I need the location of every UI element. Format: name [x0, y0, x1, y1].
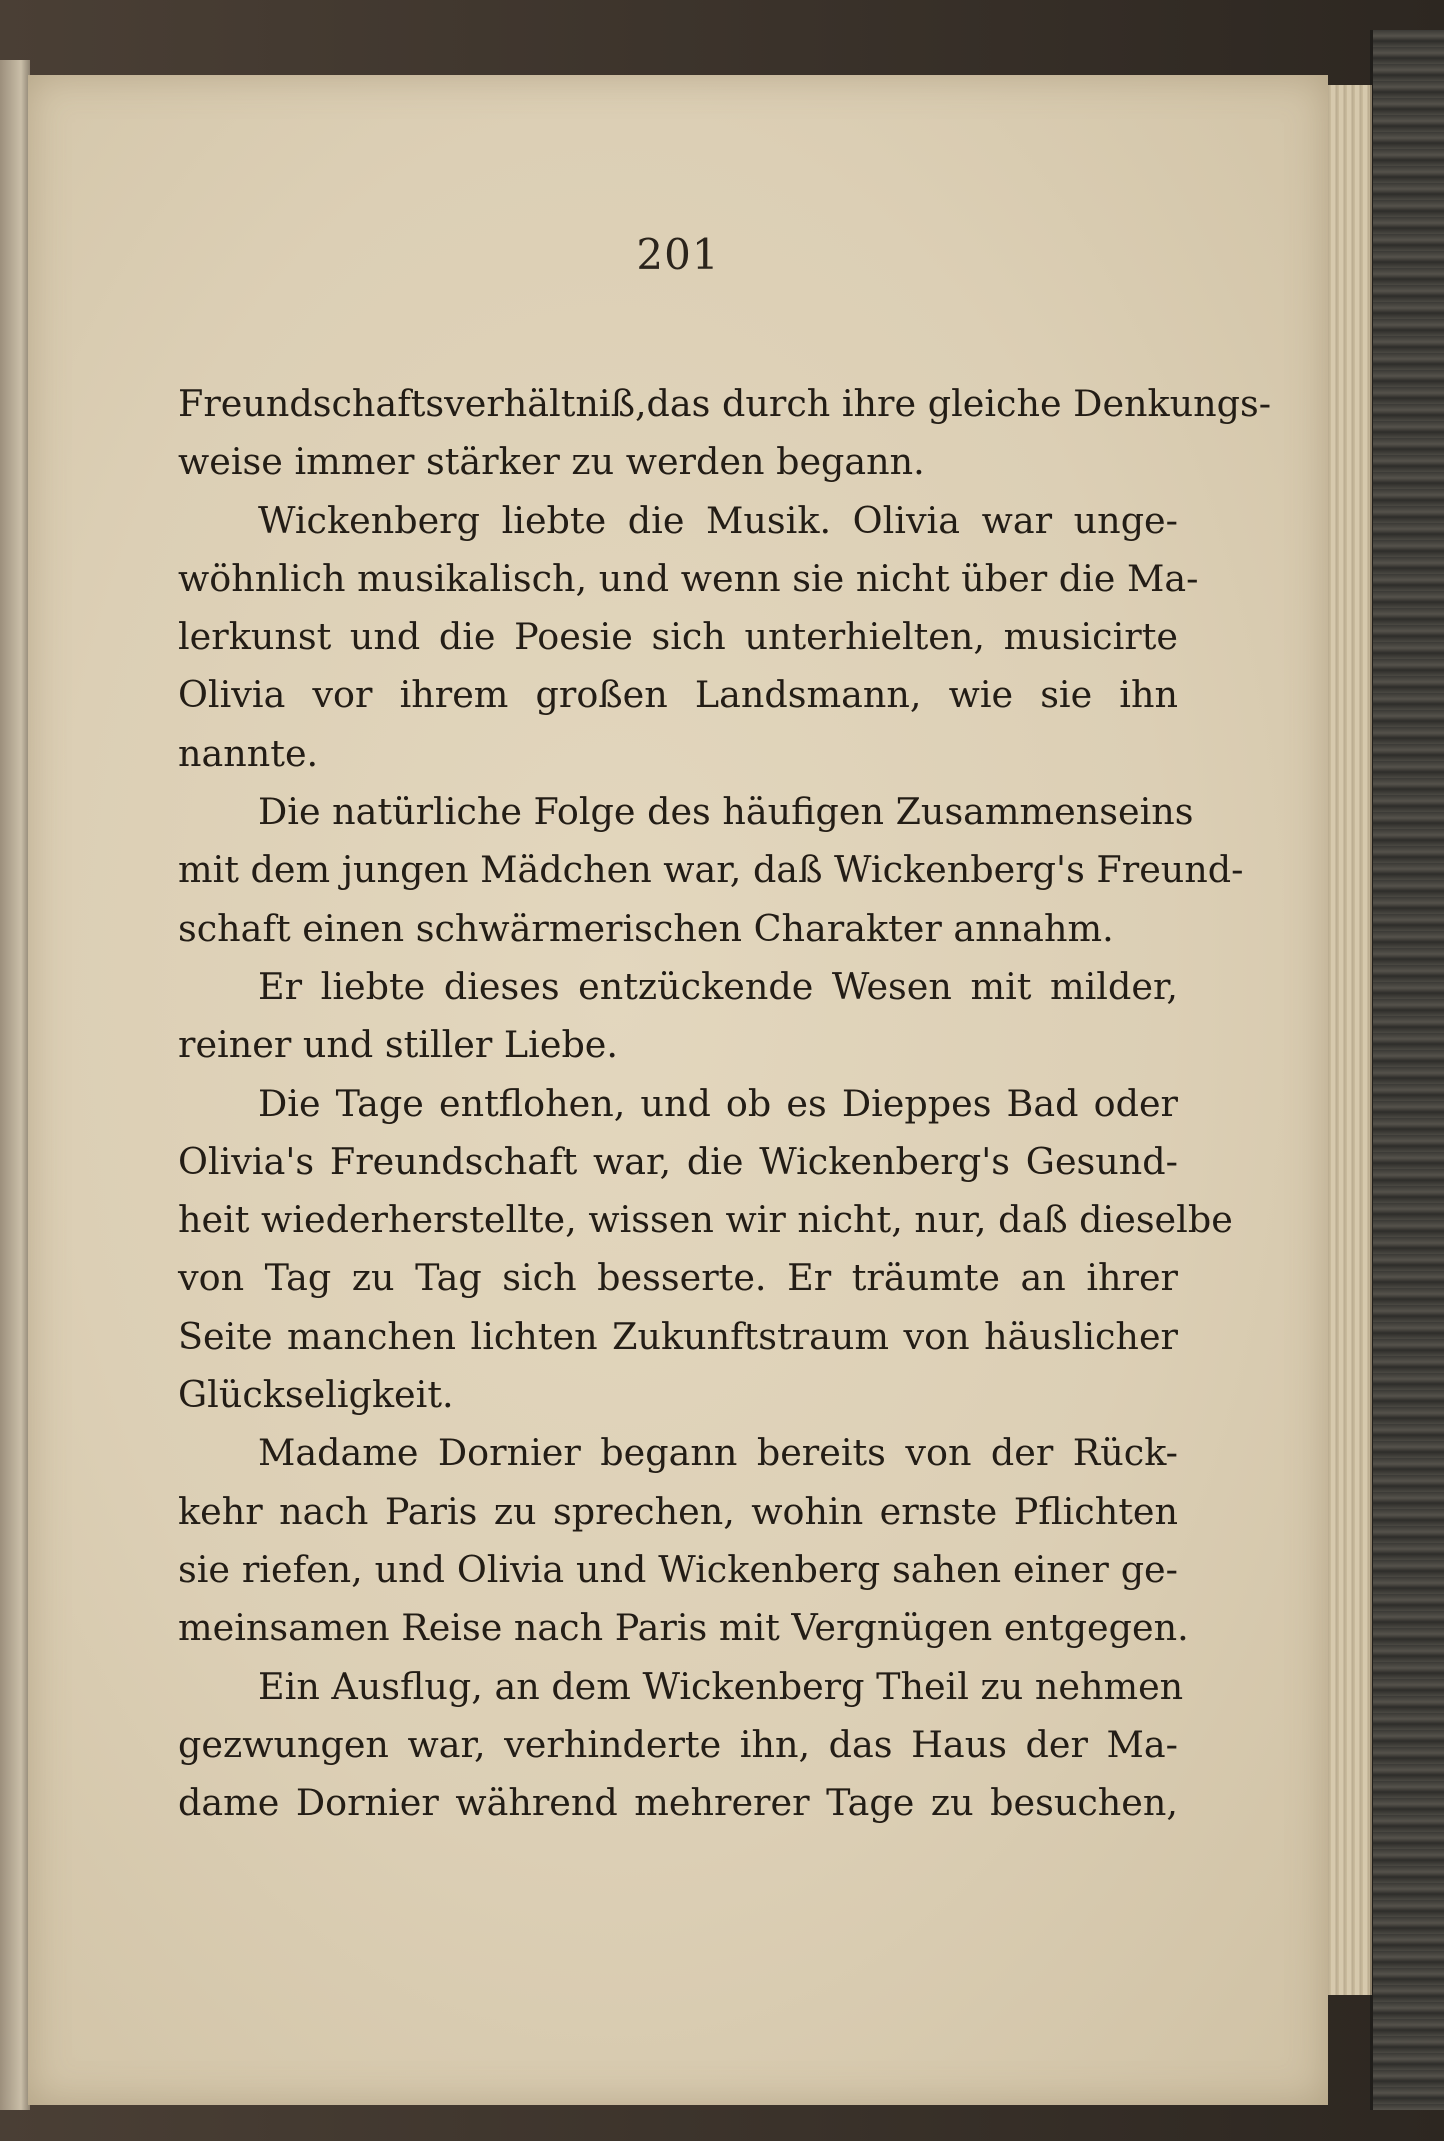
text-line: weise immer stärker zu werden begann.	[178, 440, 925, 484]
paragraph-3	[178, 783, 1244, 958]
book-page	[28, 75, 1328, 2105]
text-line: lerkunst und die Poesie sich unterhielten, musicirte	[178, 615, 1178, 659]
book-cover-right	[1370, 30, 1444, 2110]
text-line: wöhnlich musikalisch, und wenn sie nicht über die Ma-	[178, 556, 1199, 600]
text-line: heit wiederherstellte, wissen wir nicht, nur, daß dieselbe	[178, 1198, 1233, 1242]
text-line: Die Tage entflohen, und ob es Dieppes Bad oder	[258, 1081, 1178, 1125]
text-line: Freundschaftsverhältniß,das durch ihre gleiche Denkungs-	[178, 382, 1272, 425]
paragraph-5	[178, 1075, 1233, 1425]
text-line: Olivia vor ihrem großen Landsmann, wie sie ihn	[178, 673, 1178, 717]
paragraph-2	[178, 492, 1199, 783]
text-line: Glückseligkeit.	[178, 1373, 454, 1417]
paragraph-4	[178, 958, 1178, 1075]
paragraph-7	[178, 1658, 1184, 1833]
text-line: Seite manchen lichten Zukunftstraum von häuslicher	[178, 1314, 1178, 1358]
paragraph-6	[178, 1424, 1189, 1657]
text-line: Olivia's Freundschaft war, die Wickenberg's Gesund-	[178, 1139, 1178, 1183]
text-line: schaft einen schwärmerischen Charakter annahm.	[178, 906, 1114, 950]
text-line: meinsamen Reise nach Paris mit Vergnügen entgegen.	[178, 1606, 1189, 1650]
text-line: nannte.	[178, 731, 319, 775]
book-spine-left	[0, 60, 30, 2110]
body-text	[178, 375, 1272, 1832]
text-line: von Tag zu Tag sich besserte. Er träumte an ihrer	[178, 1256, 1178, 1300]
text-line: Madame Dornier begann bereits von der Rück-	[258, 1431, 1178, 1475]
text-line: Er liebte dieses entzückende Wesen mit milder,	[258, 964, 1178, 1008]
text-line: reiner und stiller Liebe.	[178, 1023, 619, 1067]
text-line: mit dem jungen Mädchen war, daß Wickenberg's Freund-	[178, 848, 1244, 892]
text-line: gezwungen war, verhinderte ihn, das Haus der Ma-	[178, 1722, 1178, 1766]
text-line: Wickenberg liebte die Musik. Olivia war unge-	[258, 498, 1178, 542]
text-line: sie riefen, und Olivia und Wickenberg sahen einer ge-	[178, 1547, 1178, 1591]
text-line: Ein Ausflug, an dem Wickenberg Theil zu nehmen	[258, 1664, 1184, 1708]
page-number: 201	[636, 230, 720, 279]
text-line: kehr nach Paris zu sprechen, wohin ernste Pflichten	[178, 1489, 1178, 1533]
paragraph-1	[178, 375, 1272, 492]
text-line: dame Dornier während mehrerer Tage zu besuchen,	[178, 1781, 1178, 1825]
text-line: Die natürliche Folge des häufigen Zusammenseins	[258, 790, 1194, 834]
